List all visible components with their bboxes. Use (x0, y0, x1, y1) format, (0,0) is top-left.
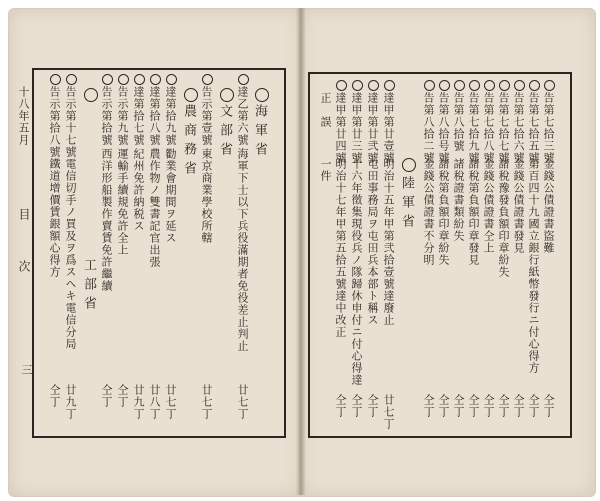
item-pages: 仝丁 (497, 394, 510, 418)
item-pages: 仝丁 (452, 394, 465, 418)
page-number: 三 (20, 364, 33, 375)
item-marker-circle (424, 80, 435, 91)
item-label: 告示第拾號 (100, 86, 113, 146)
item-text: 西洋形船製作賣賃免許繼續 (100, 148, 113, 292)
item-text: 農作物ノ雙書記官出張 (148, 148, 161, 268)
item-pages: 仝丁 (48, 384, 61, 408)
margin-title: 目 次 (17, 208, 31, 286)
item-label: 告第八拾号號 (437, 92, 450, 164)
item-marker-circle (336, 80, 347, 91)
item-pages: 仝丁 (542, 394, 555, 418)
section-marker-circle (184, 88, 198, 102)
item-marker-circle (439, 80, 450, 91)
item-marker-circle (529, 80, 540, 91)
section-header-public-works: 工部省 (81, 258, 96, 315)
item-label: 告第七拾六號 (512, 92, 525, 164)
item-label: 告示第拾八號 (48, 86, 61, 158)
item-pages: 廿七丁 (200, 384, 213, 420)
item-label: 告第八拾號 (452, 92, 465, 152)
item-marker-circle (469, 80, 480, 91)
item-label: 告示第九號 (116, 86, 129, 146)
section-marker-circle (255, 88, 269, 102)
item-label: 告第八拾二號 (422, 92, 435, 164)
item-marker-circle (166, 74, 177, 85)
item-marker-circle (384, 80, 395, 91)
item-pages: 廿八丁 (148, 384, 161, 420)
item-label: 達第拾七號 (132, 86, 145, 146)
item-text: 金錢公債證書不分明 (422, 158, 435, 266)
item-pages: 仝丁 (482, 394, 495, 418)
item-marker-circle (134, 74, 145, 85)
item-marker-circle (499, 80, 510, 91)
item-marker-circle (118, 74, 129, 85)
item-marker-circle (484, 80, 495, 91)
item-pages: 廿九丁 (64, 384, 77, 420)
item-text: 諸稅證書類紛失 (452, 158, 465, 242)
item-label: 達甲第廿壹號 (382, 92, 395, 164)
item-text: 屯田事務局ヲ屯田兵本部ト稱ス (366, 158, 379, 326)
item-text: 運輸手續規免許全上 (116, 148, 129, 256)
item-marker-circle (102, 74, 113, 85)
item-marker-circle (454, 80, 465, 91)
item-text: 電信切手ノ買及ヲ爲スヘキ電信分局 (64, 158, 77, 350)
item-pages: 仝丁 (527, 394, 540, 418)
item-marker-circle (544, 80, 555, 91)
item-text: 明治十五年甲第弐拾壹號達廢止 (382, 158, 395, 326)
item-pages: 廿七丁 (236, 384, 249, 420)
item-text: 金錢公債證書盜難 (542, 158, 555, 254)
item-marker-circle (514, 80, 525, 91)
item-pages: 仝丁 (422, 394, 435, 418)
section-marker-circle (84, 88, 98, 102)
section-header-army: 陸軍省 (399, 176, 414, 233)
section-marker-circle (220, 88, 234, 102)
item-marker-circle (50, 74, 61, 85)
item-pages: 仝丁 (350, 394, 363, 418)
item-pages: 廿七丁 (382, 394, 395, 430)
item-text: 第百四十九國立銀行紙幣發行ニ付心得方 (527, 158, 540, 374)
book-gutter (296, 8, 306, 495)
item-text: 諸稅第負額印章紛失 (437, 158, 450, 266)
item-pages: 仝丁 (366, 394, 379, 418)
item-marker-circle (352, 80, 363, 91)
item-marker-circle (368, 80, 379, 91)
item-pages: 仝丁 (437, 394, 450, 418)
item-label: 達甲第廿四號 (334, 92, 347, 164)
item-label: 達甲第廿三號 (350, 92, 363, 164)
section-header-agriculture-commerce: 農商務省 (181, 104, 196, 180)
item-pages: 仝丁 (116, 384, 129, 408)
item-pages: 仝丁 (100, 384, 113, 408)
item-text: 紀州免許納税ス (132, 148, 145, 232)
errata-text: 一件 (319, 158, 332, 182)
margin-date: 十八年五月 (17, 86, 30, 146)
item-text: 鐵道增價賃銀額心得方 (48, 158, 61, 278)
item-label: 告第七拾九號 (467, 92, 480, 164)
item-label: 告第七拾八號 (482, 92, 495, 164)
item-label: 達第拾九號 (164, 86, 177, 146)
item-text: 明治十七年甲第五拾五號達中改正 (334, 158, 347, 338)
book-spread (8, 8, 594, 495)
section-marker-circle (402, 158, 416, 172)
item-label: 告示第十七號 (64, 86, 77, 158)
item-label: 達甲第廿弐號 (366, 92, 379, 164)
item-label: 告示第壹號 (200, 86, 213, 146)
item-marker-circle (238, 74, 249, 85)
item-text: 勸業會期間ヲ延ス (164, 148, 177, 244)
item-pages: 仝丁 (334, 394, 347, 418)
item-label: 達第拾八號 (148, 86, 161, 146)
item-text: 海軍下士以下兵役滿期者免役差止判止 (236, 148, 249, 352)
errata-label: 正 誤 (319, 92, 332, 128)
item-text: 諸稅第負額印章發見 (467, 158, 480, 266)
item-marker-circle (66, 74, 77, 85)
item-marker-circle (150, 74, 161, 85)
item-marker-circle (202, 74, 213, 85)
item-text: 東京商業學校所轄 (200, 148, 213, 244)
item-text: 金錢公債證書發見 (512, 158, 525, 254)
item-text: 金錢公債證書仝上 (482, 158, 495, 254)
item-label: 達乙第六號 (236, 86, 249, 146)
item-pages: 仝丁 (512, 394, 525, 418)
section-header-education: 文部省 (217, 104, 232, 161)
item-label: 告第七拾五號 (527, 92, 540, 164)
item-label: 告第七拾七號 (497, 92, 510, 164)
item-pages: 仝丁 (467, 394, 480, 418)
item-pages: 廿九丁 (132, 384, 145, 420)
item-pages: 廿七丁 (164, 384, 177, 420)
item-text: 諸稅豫發負額印章紛失 (497, 158, 510, 278)
item-text: 十六年徵集現役兵ノ隊歸休申付ニ付心得達 (350, 158, 363, 386)
section-header-navy: 海軍省 (252, 104, 267, 161)
item-label: 告第七拾三號 (542, 92, 555, 164)
